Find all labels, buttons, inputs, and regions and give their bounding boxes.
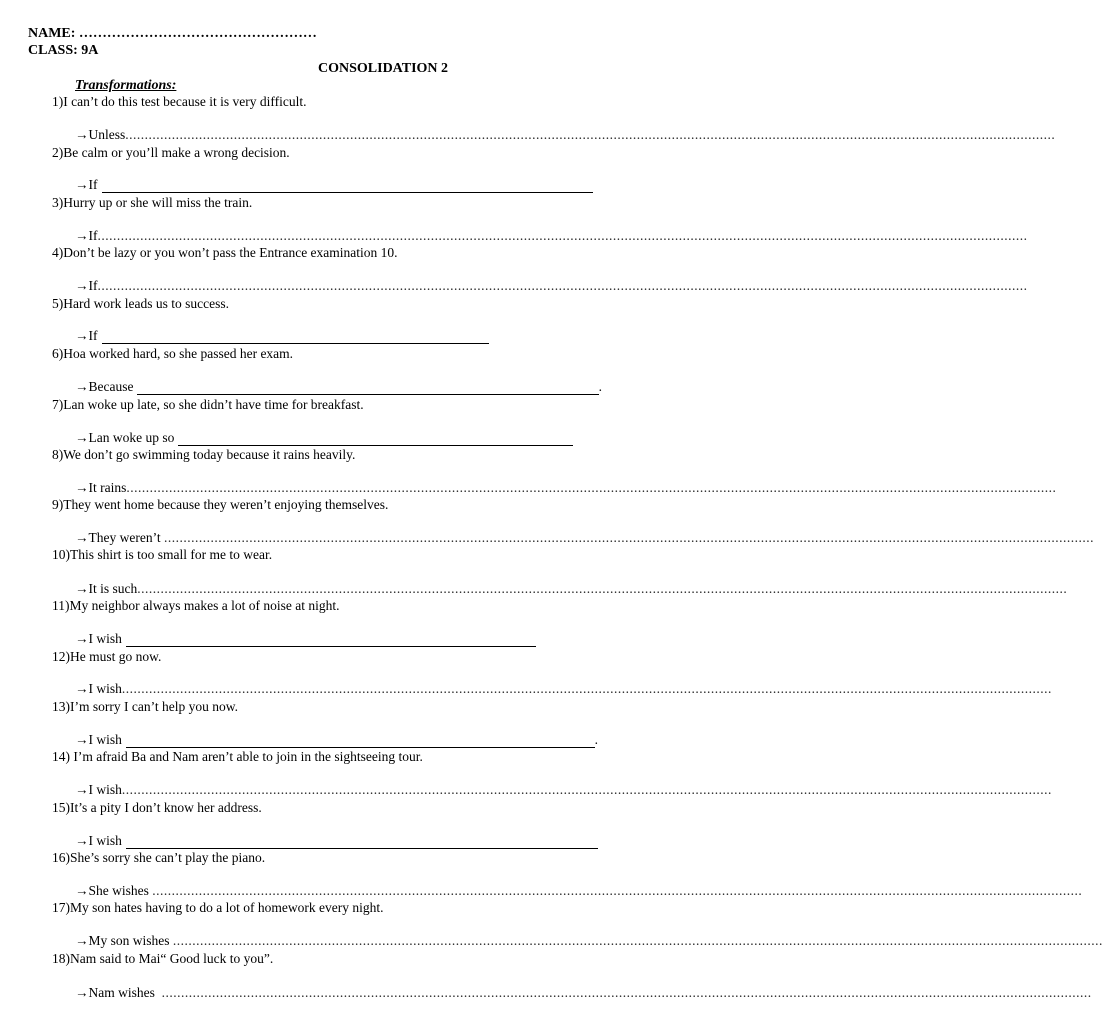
- answer-prompt: →She wishes: [75, 883, 153, 898]
- answer-2-line: [75, 177, 593, 193]
- question-number: 15): [52, 800, 70, 815]
- answer-14-line: [75, 782, 1052, 798]
- answer-prompt: →If: [75, 177, 98, 192]
- question-10-text: [52, 547, 272, 563]
- answer-prompt: →I wish: [75, 631, 122, 646]
- answer-5-line: [75, 328, 489, 344]
- question-sentence: My son hates having to do a lot of homework every night.: [70, 900, 384, 915]
- answer-blank[interactable]: [126, 735, 595, 748]
- question-number: 2): [52, 145, 64, 160]
- question-13-text: [52, 699, 238, 715]
- answer-4-line: [75, 278, 1028, 294]
- question-3-text: [52, 195, 252, 211]
- question-sentence: Nam said to Mai“ Good luck to you”.: [70, 951, 274, 966]
- question-number: 6): [52, 346, 64, 361]
- answer-7-line: [75, 430, 573, 446]
- answer-prompt: →I wish: [75, 681, 122, 696]
- question-number: 11): [52, 598, 70, 613]
- question-number: 16): [52, 850, 70, 865]
- question-sentence: Hurry up or she will miss the train.: [63, 195, 253, 210]
- question-17-text: [52, 900, 383, 916]
- answer-trailing-punctuation: .: [594, 732, 598, 747]
- answer-blank[interactable]: ................................................................................................................................................................................................................................................: [121, 782, 1052, 797]
- question-number: 10): [52, 547, 70, 562]
- answer-18-line: [75, 985, 1092, 1001]
- question-18-text: [52, 951, 273, 967]
- question-sentence: He must go now.: [70, 649, 162, 664]
- question-11-text: [52, 598, 339, 614]
- question-number: 14): [52, 749, 70, 764]
- question-number: 13): [52, 699, 70, 714]
- answer-blank[interactable]: ................................................................................................................................................................................................................................................: [161, 985, 1092, 1000]
- question-sentence: Lan woke up late, so she didn’t have time for breakfast.: [63, 397, 364, 412]
- answer-prompt: →Nam wishes: [75, 985, 162, 1000]
- class-label: CLASS: 9A: [28, 43, 99, 58]
- answer-blank[interactable]: [126, 836, 598, 849]
- answer-17-line: [75, 933, 1103, 949]
- question-sentence: Hard work leads us to success.: [63, 296, 229, 311]
- question-number: 3): [52, 195, 64, 210]
- answer-blank[interactable]: ................................................................................................................................................................................................................................................: [172, 933, 1103, 948]
- question-sentence: We don’t go swimming today because it rains heavily.: [63, 447, 356, 462]
- answer-prompt: →I wish: [75, 782, 122, 797]
- question-sentence: They went home because they weren’t enjoying themselves.: [63, 497, 389, 512]
- question-number: 12): [52, 649, 70, 664]
- student-name-line: NAME: ……………………………………………: [28, 26, 317, 41]
- question-sentence: I’m sorry I can’t help you now.: [70, 699, 238, 714]
- answer-trailing-punctuation: .: [598, 379, 602, 394]
- answer-prompt: →It is such: [75, 581, 138, 596]
- answer-blank[interactable]: ................................................................................................................................................................................................................................................: [125, 127, 1056, 142]
- answer-blank[interactable]: [102, 180, 594, 193]
- question-number: 8): [52, 447, 64, 462]
- question-4-text: [52, 245, 398, 261]
- question-sentence: Hoa worked hard, so she passed her exam.: [63, 346, 294, 361]
- answer-6-line: [75, 379, 602, 395]
- answer-10-line: [75, 581, 1068, 597]
- question-7-text: [52, 397, 364, 413]
- question-sentence: It’s a pity I don’t know her address.: [70, 800, 262, 815]
- question-number: 4): [52, 245, 64, 260]
- answer-blank[interactable]: ................................................................................................................................................................................................................................................: [152, 883, 1083, 898]
- answer-blank[interactable]: ................................................................................................................................................................................................................................................: [163, 530, 1094, 545]
- answer-blank[interactable]: [102, 331, 490, 344]
- answer-blank[interactable]: [126, 634, 536, 647]
- answer-blank[interactable]: ................................................................................................................................................................................................................................................: [126, 480, 1057, 495]
- question-number: 18): [52, 951, 70, 966]
- question-15-text: [52, 800, 262, 816]
- question-sentence: Be calm or you’ll make a wrong decision.: [63, 145, 290, 160]
- answer-prompt: →Because: [75, 379, 134, 394]
- question-8-text: [52, 447, 355, 463]
- answer-1-line: [75, 127, 1056, 143]
- question-12-text: [52, 649, 161, 665]
- answer-prompt: →If: [75, 328, 98, 343]
- answer-blank[interactable]: [137, 382, 598, 395]
- answer-3-line: [75, 228, 1028, 244]
- question-sentence: My neighbor always makes a lot of noise at night.: [69, 598, 340, 613]
- answer-prompt: →Unless: [75, 127, 126, 142]
- question-14-text: [52, 749, 423, 765]
- answer-15-line: [75, 833, 598, 849]
- question-16-text: [52, 850, 265, 866]
- question-6-text: [52, 346, 293, 362]
- question-sentence: I’m afraid Ba and Nam aren’t able to join in the sightseeing tour.: [70, 749, 423, 764]
- answer-blank[interactable]: ................................................................................................................................................................................................................................................: [97, 278, 1028, 293]
- answer-blank[interactable]: [178, 433, 573, 446]
- answer-blank[interactable]: ................................................................................................................................................................................................................................................: [137, 581, 1068, 596]
- question-number: 5): [52, 296, 64, 311]
- answer-8-line: [75, 480, 1057, 496]
- worksheet-title: CONSOLIDATION 2: [318, 61, 449, 76]
- question-5-text: [52, 296, 229, 312]
- answer-12-line: [75, 681, 1052, 697]
- answer-prompt: →I wish: [75, 732, 122, 747]
- section-title: Transformations:: [75, 78, 177, 93]
- answer-prompt: →Lan woke up so: [75, 430, 175, 445]
- answer-prompt: →My son wishes: [75, 933, 173, 948]
- answer-prompt: →I wish: [75, 833, 122, 848]
- answer-11-line: [75, 631, 536, 647]
- question-number: 9): [52, 497, 64, 512]
- question-number: 17): [52, 900, 70, 915]
- answer-13-line: [75, 732, 598, 748]
- question-2-text: [52, 145, 290, 161]
- question-1-text: [52, 94, 306, 110]
- question-sentence: I can’t do this test because it is very difficult.: [63, 94, 307, 109]
- answer-9-line: [75, 530, 1094, 546]
- answer-prompt: →If: [75, 228, 98, 243]
- answer-blank[interactable]: ................................................................................................................................................................................................................................................: [97, 228, 1028, 243]
- question-sentence: Don’t be lazy or you won’t pass the Entrance examination 10.: [63, 245, 398, 260]
- answer-blank[interactable]: ................................................................................................................................................................................................................................................: [121, 681, 1052, 696]
- question-number: 1): [52, 94, 64, 109]
- question-number: 7): [52, 397, 64, 412]
- answer-prompt: →If: [75, 278, 98, 293]
- question-sentence: She’s sorry she can’t play the piano.: [70, 850, 266, 865]
- answer-prompt: →It rains: [75, 480, 127, 495]
- answer-prompt: →They weren’t: [75, 530, 164, 545]
- answer-16-line: [75, 883, 1083, 899]
- question-sentence: This shirt is too small for me to wear.: [70, 547, 273, 562]
- question-9-text: [52, 497, 388, 513]
